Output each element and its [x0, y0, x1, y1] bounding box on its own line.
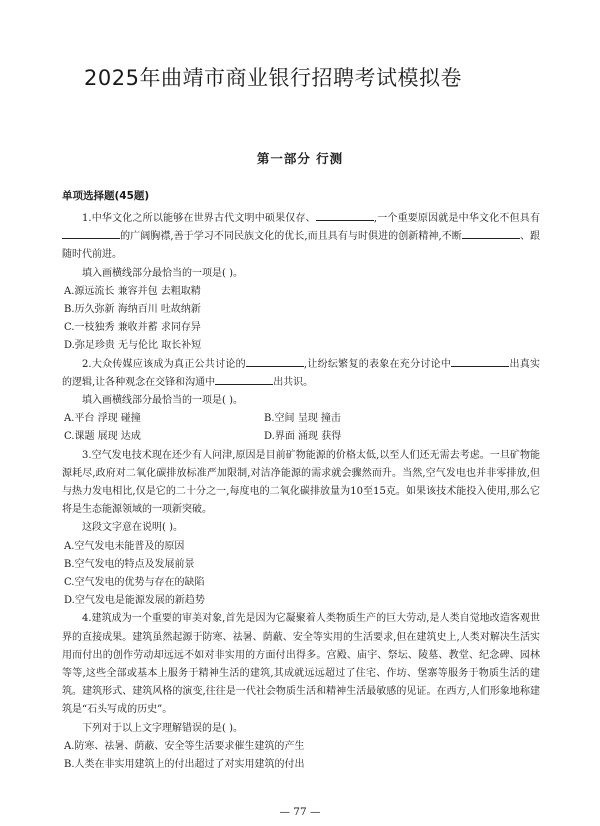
- question-2-options-row: [62, 410, 540, 428]
- question-1-prompt: 填入画横线部分最恰当的一项是( )。: [82, 267, 243, 279]
- question-2-option-a: A.平台 浮现 碰撞: [64, 413, 141, 425]
- question-2-stem: 2.大众传媒应该成为真正公共讨论的 ,让纷纭繁复的表象在充分讨论中 出真实的逻辑,让各种观念在交锋和沟通中 出共识。: [62, 356, 540, 392]
- question-3-stem: 3.空气发电技术现在还少有人问津,原因是目前矿物能源的价格太低,以至人们还无需去考虑。一旦矿物能源耗尽,政府对二氧化碳排放标准严加限制,对洁净能源的需求就会骤然而升。当然,空气发电也并非零排放,但与热力发电相比,仅是它的二十分之一,每度电的二氧化碳排放量为10至15克。如果该技术能投入使用,那么它将是生态能源领域的一项新突破。: [62, 449, 540, 516]
- question-2-option-b: B.空间 呈现 撞击: [264, 413, 341, 425]
- section-title: 第一部分 行测: [256, 151, 344, 166]
- answer-blank: [462, 228, 520, 239]
- question-2-option-d: D.界面 涌现 获得: [264, 431, 342, 443]
- question-4-option-a: A.防寒、祛暑、荫蔽、安全等生活要求催生建筑的产生: [64, 740, 305, 752]
- question-content: [62, 210, 540, 774]
- question-4-prompt: 下列对于以上文字理解错误的是( )。: [82, 722, 243, 734]
- question-3-option-c: C.空气发电的优势与存在的缺陷: [64, 577, 205, 589]
- subsection-title: 单项选择题(45题): [62, 190, 150, 202]
- answer-blank: [62, 228, 120, 239]
- question-3-option-d: D.空气发电是能源发展的新趋势: [64, 595, 205, 607]
- question-2-options-row: [62, 428, 540, 446]
- question-2-prompt: 填入画横线部分最恰当的一项是( )。: [82, 395, 243, 407]
- answer-blank: [316, 210, 374, 221]
- question-4-option-b: B.人类在非实用建筑上的付出超过了对实用建筑的付出: [64, 759, 305, 771]
- question-3-prompt: 这段文字意在说明( )。: [82, 522, 183, 534]
- answer-blank: [451, 356, 509, 367]
- answer-blank: [215, 374, 273, 385]
- question-1-stem: 1.中华文化之所以能够在世界古代文明中硕果仅存、 ,一个重要原因就是中华文化不但具有的广阔胸襟,善于学习不同民族文化的优长,而且具有与时俱进的创新精神,不断 、跟随时代前进。: [62, 210, 540, 265]
- question-1-option-c: C.一枝独秀 兼收并蓄 求同存异: [64, 322, 201, 334]
- question-2-option-c: C.课题 展现 达成: [64, 431, 141, 443]
- answer-blank: [246, 356, 304, 367]
- question-3-option-b: B.空气发电的特点及发展前景: [64, 558, 195, 570]
- question-4-stem: 4.建筑成为一个重要的审美对象,首先是因为它凝聚着人类物质生产的巨大劳动,是人类自觉地改造客观世界的直接成果。建筑虽然起源于防寒、祛暑、荫蔽、安全等实用的生活要求,但在建筑史上,人类对解决生活实用而付出的创作劳动却远远不如对非实用的方面付出得多。宫殿、庙宇、祭坛、陵墓、教堂、纪念碑、园林等等,这些全部或基本上服务于精神生活的建筑,其成就远远超过了住宅、作坊、堡寨等服务于物质生活的建筑。建筑形式、建筑风格的演变,往往是一代社会物质生活和精神生活最敏感的见证。在西方,人们形象地称建筑是“石头写成的历史”。: [62, 613, 540, 716]
- page-number: — 77 —: [279, 806, 321, 818]
- question-1-option-b: B.历久弥新 海纳百川 吐故纳新: [64, 304, 201, 316]
- page-title: 2025年曲靖市商业银行招聘考试模拟卷: [84, 66, 462, 90]
- question-3-option-a: A.空气发电未能普及的原因: [64, 540, 185, 552]
- question-1-option-a: A.源远流长 兼容并包 去粗取精: [64, 285, 201, 297]
- question-1-option-d: D.弥足珍贵 无与伦比 取长补短: [64, 340, 202, 352]
